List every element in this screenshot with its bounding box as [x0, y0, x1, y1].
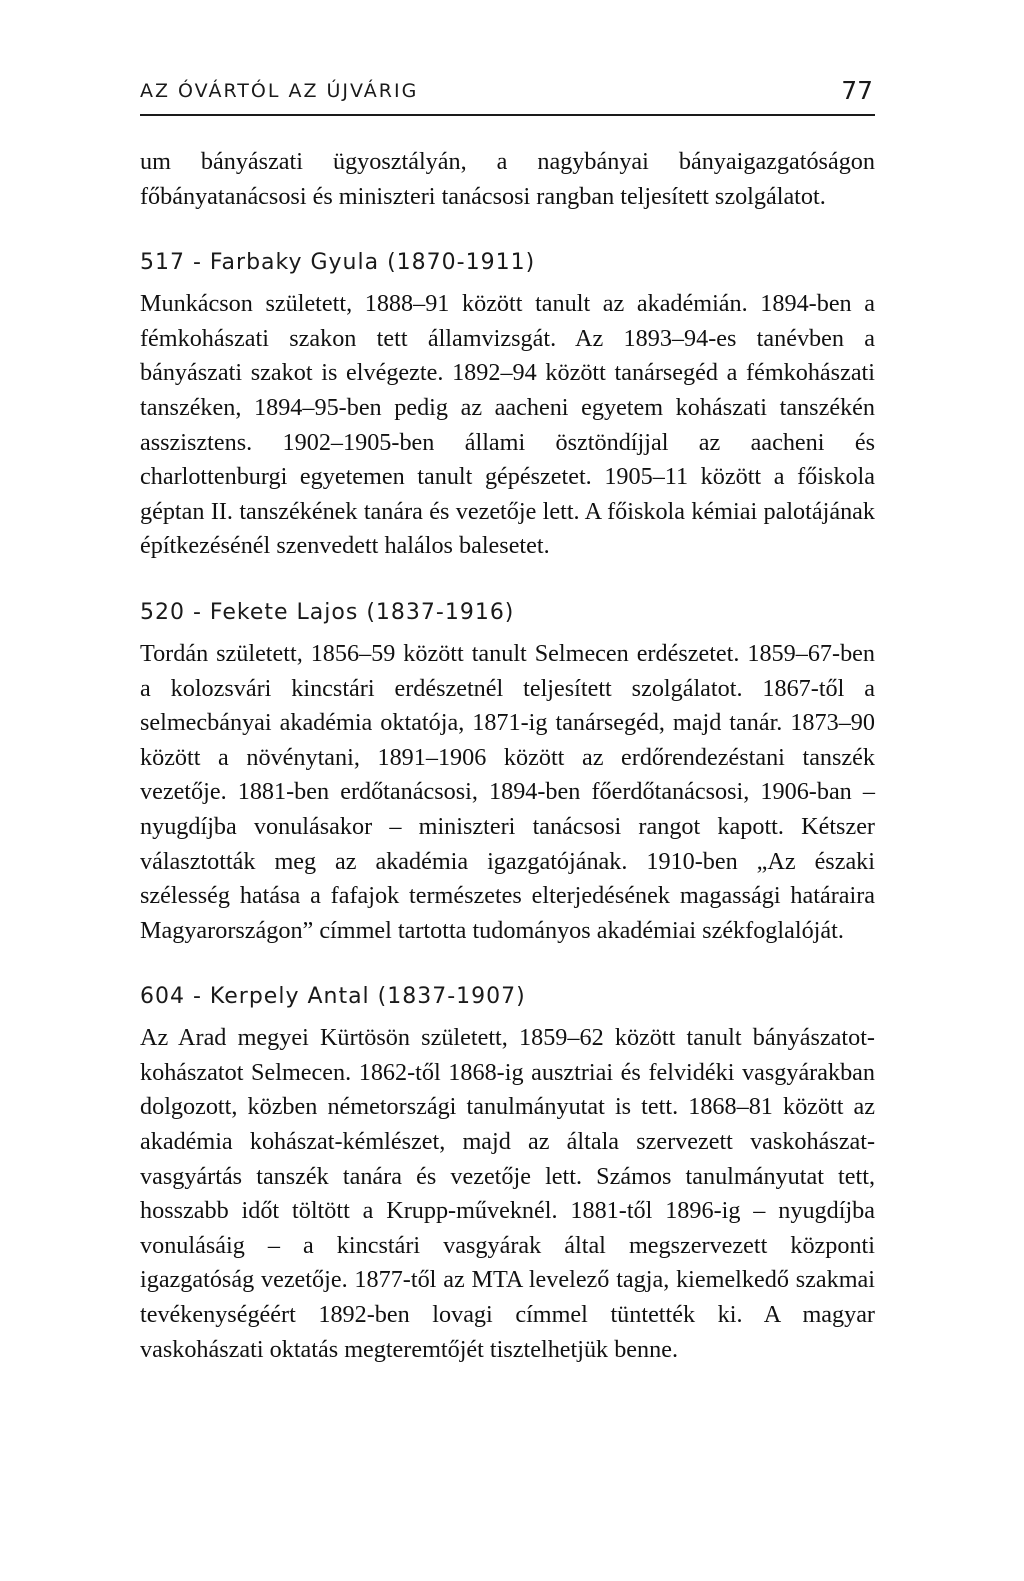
entry-farbaky: [140, 247, 875, 564]
entry-text: Az Arad megyei Kürtösön született, 1859–62 között tanult bányászatot-kohászatot Selmecen. 1862-től 1868-ig ausztriai és felvidéki vasgyárakban dolgozott, közben németországi tanulmányutat is tett. 1868–81 között az akadémia kohászat-kémlészet, majd az általa szervezett vaskohászat-vasgyártás tanszék tanára és vezetője lett. Számos tanulmányutat tett, hosszabb időt töltött a Krupp-műveknél. 1881-től 1896-ig – nyugdíjba vonulásáig – a kincstári vasgyárak által megszervezett központi igazgatóság vezetője. 1877-től az MTA levelező tagja, kiemelkedő szakmai tevékenységéért 1892-ben lovagi címmel tüntették ki. A magyar vaskohászati oktatás megteremtőjét tisztelhetjük benne.: [140, 1024, 875, 1363]
page-body: [140, 145, 875, 1367]
entry-heading: 517 - Farbaky Gyula (1870-1911): [140, 250, 536, 276]
running-title: AZ ÓVÁRTÓL AZ ÚJVÁRIG: [140, 80, 419, 102]
entry-heading: 604 - Kerpely Antal (1837-1907): [140, 984, 526, 1010]
entry-fekete: [140, 597, 875, 948]
entry-heading: 520 - Fekete Lajos (1837-1916): [140, 599, 515, 625]
intro-paragraph: um bányászati ügyosztályán, a nagybányai bányaigazgatóságon főbányatanácsosi és miniszteri tanácsosi rangban teljesített szolgálatot.: [140, 148, 875, 210]
entry-kerpely: [140, 981, 875, 1367]
entry-text: Tordán született, 1856–59 között tanult Selmecen erdészetet. 1859–67-ben a kolozsvári kincstári erdészetnél teljesített szolgálatot. 1867-től a selmecbányai akadémia oktatója, 1871-ig tanársegéd, majd tanár. 1873–90 között a növénytani, 1891–1906 között az erdőrendezéstani tanszék vezetője. 1881-ben erdőtanácsosi, 1894-ben főerdőtanácsosi, 1906-ban – nyugdíjba vonulásakor – miniszteri tanácsosi rangot kapott. Kétszer választották meg az akadémia igazgatójának. 1910-ben „Az északi szélesség hatása a fafajok természetes elterjedésének magassági határaira Magyarországon” címmel tartotta tudományos akadémiai székfoglalóját.: [140, 639, 875, 944]
running-header: [140, 74, 875, 116]
page-number: 77: [841, 76, 873, 105]
entry-text: Munkácson született, 1888–91 között tanult az akadémián. 1894-ben a fémkohászati szakon tett államvizsgát. Az 1893–94-es tanévben a bányászati szakot is elvégezte. 1892–94 között tanársegéd a fémkohászati tanszéken, 1894–95-ben pedig az aacheni egyetem kohászati tanszékén asszisztens. 1902–1905-ben állami ösztöndíjjal az aacheni és charlottenburgi egyetemen tanult gépészetet. 1905–11 között a főiskola géptan II. tanszékének tanára és vezetője lett. A főiskola kémiai palotájának építkezésénél szenvedett halálos balesetet.: [140, 290, 875, 560]
